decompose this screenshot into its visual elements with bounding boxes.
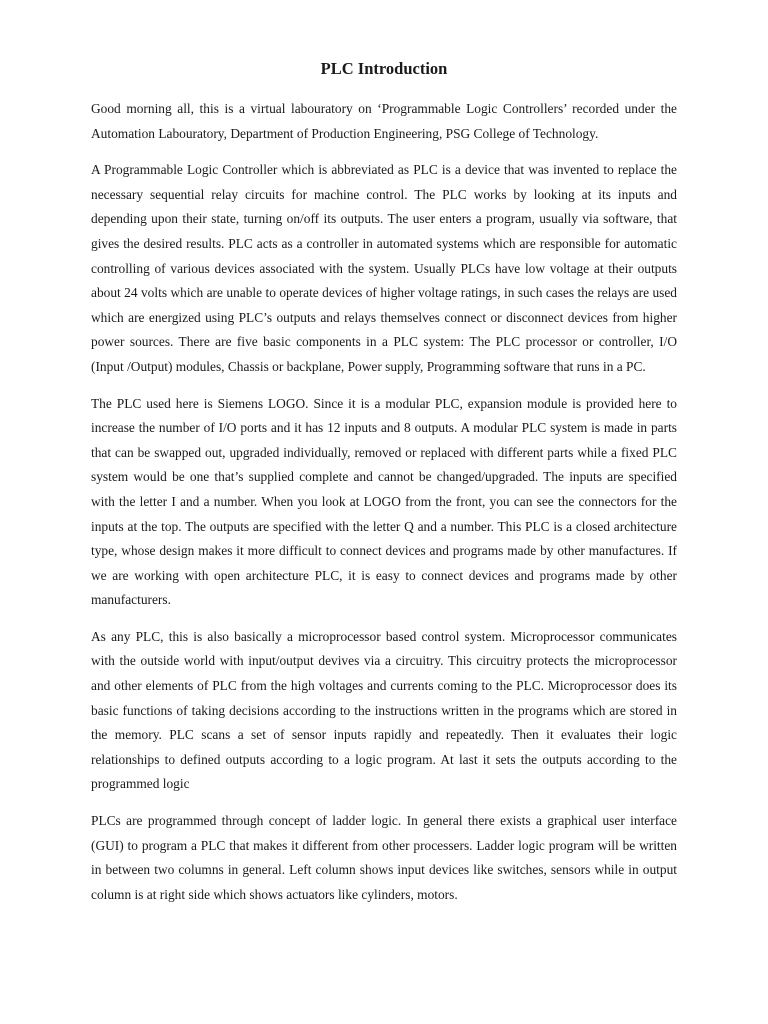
document-body: [91, 97, 677, 919]
paragraph-plc-definition: A Programmable Logic Controller which is abbreviated as PLC is a device that was invented to replace the necessary sequential relay circuits for machine control. The PLC works by looking at its inputs and depending upon their state, turning on/off its outputs. The user enters a program, usually via software, that gives the desired results. PLC acts as a controller in automated systems which are responsible for automatic controlling of various devices associated with the system. Usually PLCs have low voltage at their outputs about 24 volts which are unable to operate devices of higher voltage ratings, in such cases the relays are used which are energized using PLC’s outputs and relays themselves connect or disconnect devices from higher power sources. There are five basic components in a PLC system: The PLC processor or controller, I/O (Input /Output) modules, Chassis or backplane, Power supply, Programming software that runs in a PC.: [91, 162, 677, 374]
paragraph-siemens-logo: The PLC used here is Siemens LOGO. Since it is a modular PLC, expansion module is provided here to increase the number of I/O ports and it has 12 inputs and 8 outputs. A modular PLC system is made in parts that can be swapped out, upgraded individually, removed or replaced with different parts while a fixed PLC system would be one that’s supplied complete and cannot be changed/upgraded. The inputs are specified with the letter I and a number. When you look at LOGO from the front, you can see the connectors for the inputs at the top. The outputs are specified with the letter Q and a number. This PLC is a closed architecture type, whose design makes it more difficult to connect devices and programs made by other manufactures. If we are working with open architecture PLC, it is easy to connect devices and programs made by other manufacturers.: [91, 395, 677, 608]
paragraph-ladder-logic: PLCs are programmed through concept of ladder logic. In general there exists a graphical user interface (GUI) to program a PLC that makes it different from other processers. Ladder logic program will be written in between two columns in general. Left column shows input devices like switches, sensors while in output column is at right side which shows actuators like cylinders, motors.: [91, 813, 677, 902]
page-title: PLC Introduction: [320, 59, 448, 78]
paragraph-introduction: Good morning all, this is a virtual labouratory on ‘Programmable Logic Controllers’ recorded under the Automation Labouratory, Department of Production Engineering, PSG College of Technology.: [91, 101, 677, 141]
paragraph-microprocessor: As any PLC, this is also basically a microprocessor based control system. Microprocessor communicates with the outside world with input/output devives via a circuitry. This circuitry protects the microprocessor and other elements of PLC from the high voltages and currents coming to the PLC. Microprocessor does its basic functions of taking decisions according to the instructions written in the programs which are stored in the memory. PLC scans a set of sensor inputs rapidly and repeatedly. Then it evaluates their logic relationships to defined outputs according to a logic program. At last it sets the outputs according to the programmed logic: [91, 628, 677, 792]
